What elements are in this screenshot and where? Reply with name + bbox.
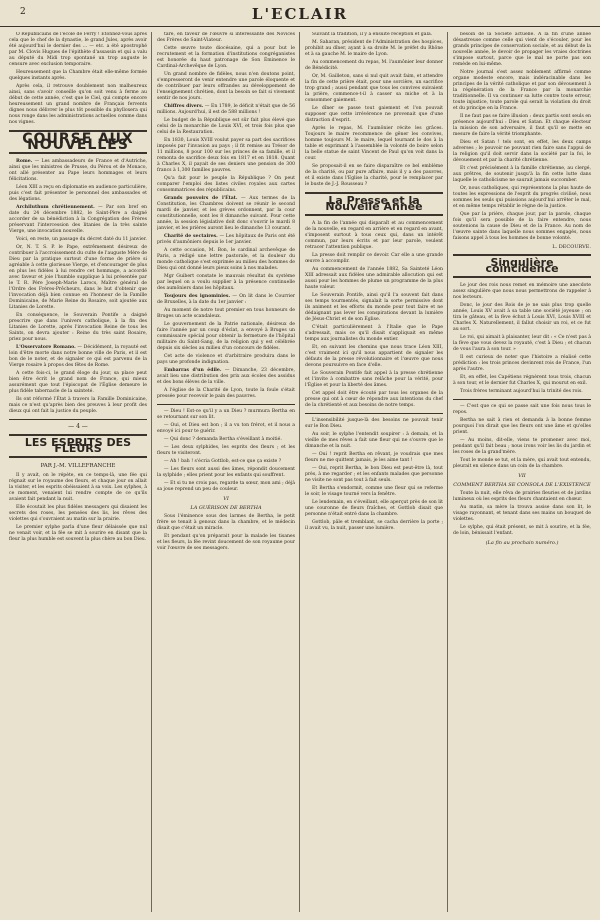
article-paragraph: Bertha ne sait à rien et demanda à la bonne femme pourquoi l'on dirait que les fleurs ont une âme et qu'elles prient. [453,418,591,435]
subhead-charite-de-sectaires: Charité de sectaires. [164,234,218,239]
article-paragraph: Ils ont réformé l'État à travers la Famille Dominicaine, mais ce n'est qu'après bien des preuves à leur profit des dieux qui ont fait la justice du peuple. [9,397,147,414]
article-paragraph: L'insensibilité jusque-là des besoins ne pouvait tenir sur le Bon Dieu. [305,418,443,429]
article-paragraph: — Dieu ! Est-ce qu'il y a un Dieu ? murmura Bertha en se retournant sur son lit. [157,409,295,420]
article-paragraph: besoin de la Société actuelle. A la fin d'une année désastreuse comme celle qui vient de s'écouler, pour les grands principes de conservation sociale, et au début de la nouvelle année, le devoir de propager les vraies doctrines s'impose surtout, parce que le mal ne porte pas son remède en lui-même. [453,32,591,67]
article-paragraph: Par son bref en date du 24 décembre 1882, le Saint-Père a daigné accorder de sa bénédiction à la Congrégation des Frères préservant l'intercession des litanies de la très sainte Vierge, une invocation nouvelle. [9,205,147,234]
section-banner-esprits-des-fleurs: LES ESPRITS DES FLEURS [9,434,147,458]
article-paragraph: Or, N. T. S. P. le Pape, extrêmement désireux de contribuer à l'accroissement du culte de l'auguste Mère de Dieu par la pratique surtout d'une forme de prière si agréable à cette glorieuse Vierge, et d'encourager de plus en plus les fidèles à lui rendre cet hommage, a accordé avec faveur et joie l'humble supplique à lui présentée par le T. R. Père Joseph-Marie Larocs, Maître général de l'Ordre des Frères-Prêcheurs, dans le but d'obtenir que l'invocation déjà bien connue en l'honneur de la Famille Dominicaine, de Marie Reine du Rosaire, soit ajoutée aux Litanies de Lorette. [9,245,147,310]
chapter-title: LA GUÉRISON DE BERTHA [190,505,262,511]
article-paragraph: Et c'est précisément à la famille chrétienne, au clergé, aux prêtres, de soutenir jusqu'à la fin cette lutte dans laquelle le catholicisme ne saurait jamais succomber. [453,166,591,183]
article-paragraph: C'était particulièrement à l'Italie que le Pape s'adressait, mais ce qu'il disait s'appliquait en même temps aux journalistes du monde entier. [305,325,443,342]
article-paragraph: — Ah ! bah ! s'écria Gottlob, est-ce que ça existe ? [164,459,282,464]
article-paragraph: Notre journal s'est assez noblement affirmé comme organe modeste encore, mais indéracinable dans les principes de la vérité catholique et par son dévouement à la régénération de la France par la monarchie traditionnelle. Il va continuer sa lutte contre toute erreur, toute injustice, toute parole qui serait la violation du droit et du principe en la France. [453,70,591,111]
continued-note: (La fin au prochain numéro.) [485,540,559,546]
article-paragraph: Le gouvernement de la Patrie nationale, désireux de faire l'année par un coup d'éclat, a envoyé à Bruges un commissaire spécial pour obtenir la fermeture de l'hôpital militaire du Saint-Sang, de la religion qui y est célébrée depuis six siècles au milieu d'un concours de fidèles. [157,322,295,351]
chapter-mark: — 4 — [68,423,88,430]
article-paragraph: Un grand nombre de fidèles, nous n'en doutons point, s'empresseront de venir entendre une parole éloquente et de contribuer par leurs offrandes au développement de l'enseignement chrétien, dont la besoin se fait si vivement sentir de nos jours. [157,72,295,101]
article-paragraph: Le lendemain, en s'éveillant, elle aperçut près de son lit une couronne de fleurs fraîches, et Gottlob disait que personne n'était entré dans la chambre. [305,500,443,517]
article-paragraph: En 1830, Louis XVIII voulut payer sa part des sacrifices imposés par l'invasion au pays ; il fit remise au Trésor de 11 millions, 8 pour 100 sur les princes de sa famille, et il remonta de sacrifice deux fois en 1817 et en 1818. Quant à Charles X, il payait de ses deniers une pension de 300 francs à 1,300 familles pauvres. [157,138,295,173]
column-1: O Républicains de l'école de Ferry ! Étonnez-vous après cela que le chef de la dynastie, le grand Jules, après avoir été aujourd'hui le dernier des ... — etc. a été apostrophé par M. Clovis Hugues de l'épithète d'assassin et qui a valu au député du Midi trop spontané un trop auguste le censure avec exclusion temporaire. Heureusement que la Chambre était elle-même formée quelques instants après. Après cela, il retrouve doublement non malheureux ainsi, sans s'avoir conseille qu'on soit venu à ferme au début de cette année, c'est que le Ciel, qui compte encore heureusement un grand nombre de Français fervents dignes nous délivrer le plus tôt possible du phylloxera qui nous ronge dans les administrations actuelles comme dans nos vignes. COURSE AUX NOUVELLES Rome. — Les ambassadeurs de France et d'Autriche, ainsi que les ministres de Prusse, du Pérou et de Monaco, ont allé présenter au Pape leurs hommages et leurs félicitations. Léon XIII a reçu en diplomatie en audience particulière, puis c'est fait présenter le personnel des ambassades et des légations. Archiluthum chrétiennement. — Par son bref en date du 24 décembre 1882, le Saint-Père a daigné accorder de sa bénédiction à la Congrégation des Frères préservant l'intercession des litanies de la très sainte Vierge, une invocation nouvelle. Voici, en reste, un passage du décret daté du 11 janvier. Or, N. T. S. P. le Pape, extrêmement désireux de contribuer à l'accroissement du culte de l'auguste Mère de Dieu par la pratique surtout d'une forme de prière si agréable à cette glorieuse Vierge, et d'encourager de plus en plus les fidèles à lui rendre cet hommage, a accordé avec faveur et joie l'humble supplique à lui présentée par le T. R. Père Joseph-Marie Larocs, Maître général de l'Ordre des Frères-Prêcheurs, dans le but d'obtenir que l'invocation déjà bien connue en l'honneur de la Famille Dominicaine, de Marie Reine du Rosaire, soit ajoutée aux Litanies de Lorette. En conséquence, le Souverain Pontife a daigné prescrire que dans l'univers catholique, à la fin des Litanies de Lorette, après l'invocation Reine de tous les Saints, on devra ajouter : Reine du très saint Rosaire, priez pour nous. L'Osservatore Romano. — Décidément, la royauté est loin d'être morte dans notre bonne ville de Paris, et il est bon de le noter, et de signaler ce qui est parvenu de la Vierge rosaire à propos des fêtes de Rome. A cette fois-ci, le grand éloge du jour, sa place peut bien être écrit le grand nom de France, qui mieux assurément que tout l'épiscopat de l'Église demeure le plus fidèle tabernacle de la sainteté. Ils ont réformé l'État à travers la Famille Dominicaine, mais ce n'est qu'après bien des preuves à leur profit des dieux qui ont fait la justice du peuple. — 4 — LES ESPRITS DES FLEURS PAR J.-M. VILLEFRANCHE Il y avait, on le répète, en ce temps-là, une fée qui régnait sur le royaume des fleurs, et chaque jour on allait la visiter, et les esprits obéissaient à sa voix. Les sylphes, à ce moment, venaient lui rendre compte de ce qu'ils avaient fait pendant la nuit. Elle écoutait les plus fidèles messagers qui disaient les secrets des roses, les pensées des lis, les rêves des violettes qui s'ouvraient au matin sur la prairie. Le premier sylphe parla d'une fleur délaissée que nul ne venait voir, et la fée se mit à sourire en disant que la fleur la plus humble est souvent la plus chère au bon Dieu. [9,32,147,542]
column-divider [447,32,448,912]
article-paragraph: Le jour des rois nous remet en mémoire une anecdote assez singulière que nous nous permettrons de rappeler à nos lecteurs. [453,283,591,300]
chapter-number: VI [223,496,229,502]
article-paragraph: Or, M. Gailleton, sans si nul quit avait faim, et attendre la fin de cette prière était, pour une sorcière, un sacrifice trop grand ; aussi pendant que tous les convives suivaient la prière, commence-t-il à casser sa miche et à la consommer gaiement. [305,74,443,103]
article-paragraph: Dimanche, 23 décembre, avait lieu une distribution des prix aux écoles des assidus et des bons élèves de la ville. [157,368,295,385]
article-paragraph: Sous l'éminence sous des larmes de Bertha, le petit frère se tenait à genoux dans la chambre, et le médecin disait que c'était un miracle. [157,514,295,531]
subhead-toujours-des-ignominies: Toujours des ignominies. [164,294,231,299]
section-banner-course-aux-nouvelles: COURSE AUX NOUVELLES [9,130,147,154]
article-paragraph: O Républicains de l'école de Ferry ! Étonnez-vous après cela que le chef de la dynastie, le grand Jules, après avoir été aujourd'hui le dernier des ... — etc. a été apostrophé par M. Clovis Hugues de l'épithète d'assassin et qui a valu au député du Midi trop spontané un trop auguste le censure avec exclusion temporaire. [9,32,147,67]
article-paragraph: Il y avait, on le répète, en ce temps-là, une fée qui régnait sur le royaume des fleurs, et chaque jour on allait la visiter, et les esprits obéissaient à sa voix. Les sylphes, à ce moment, venaient lui rendre compte de ce qu'ils avaient fait pendant la nuit. [9,473,147,502]
article-paragraph: Et, en suivant les chemins que nous trace Léon XIII, c'est vraiment ici qu'il nous appartient de signaler les défauts de la presse révolutionnaire et l'œuvre que nous devons poursuivre en face d'elle. [305,345,443,368]
column-3 [305,32,443,912]
article-paragraph: Au moment de notre tout premier en tous honneurs de Bruges un acte scandaleux. [157,308,295,319]
article-paragraph: A l'église de la Charité de Lyon, toute la foule s'était pressée pour recevoir le pain des pauvres. [157,388,295,399]
article-paragraph: Léon XIII a reçu en diplomatie en audience particulière, puis c'est fait présenter le personnel des ambassades et des légations. [9,185,147,202]
article-paragraph: — Les fleurs sont aussi des âmes, répondit doucement la sylphide ; elles prient pour les enfants qui souffrent. [157,467,295,478]
section-banner-presse: La Presse et la Nouvelle Année [305,192,443,216]
article-paragraph: Mgr Guibert constate le mauvais résultat du système par lequel on a voulu supplier à la présence continuelle des aumôniers dans les hôpitaux. [157,274,295,291]
article-paragraph: Voici, en reste, un passage du décret daté du 11 janvier. [16,237,147,242]
article-paragraph: Tout le monde se tut, et la mère, qui avait tout entendu, pleurait en silence dans un coin de la chambre. [453,458,591,469]
article-paragraph: Le sylphe, qui était présent, se mit à sourire, et la fée, de loin, bénissait l'enfant. [453,525,591,536]
article-paragraph: Qu'a fait pour le peuple la République ? On peut comparer l'emploi des listes civiles royales aux cartes consommatrices des républicains. [157,176,295,193]
article-paragraph: — Oui ! reprit Bertha en rêvant, je voudrais que mes fleurs ne me quittent jamais, je les aime tant ! [305,452,443,463]
article-paragraph: Décidément, la royauté est loin d'être morte dans notre bonne ville de Paris, et il est bon de le noter, et de signaler ce qui est parvenu de la Vierge rosaire à propos des fêtes de Rome. [9,345,147,368]
article-paragraph: Trois frères terminant aujourd'hui la trinité des rois. [460,389,583,394]
section-rule [453,399,591,400]
article-paragraph: — Oui, reprit Bertha, le bon Dieu est peut-être là, tout près, à me regarder ; et les enfants malades que personne ne visite ne sont pas tout à fait seuls. [305,466,443,483]
article-paragraph: Le premier sylphe parla d'une fleur délaissée que nul ne venait voir, et la fée se mit à sourire en disant que la fleur la plus humble est souvent la plus chère au bon Dieu. [9,525,147,542]
article-paragraph: — Au moins, dit-elle, viens te promener avec moi, pendant qu'il fait beau ; nous irons voir les lis du jardin et les roses de la grand'mère. [453,438,591,455]
byline: PAR J.-M. VILLEFRANCHE [40,463,116,469]
article-paragraph: Le Souverain Pontife fait appel à la presse chrétienne et l'invite à combattre sans relâche pour la vérité, pour l'Église et pour la liberté des âmes. [305,371,443,388]
article-paragraph: A cette occasion, M. Bon, le cardinal archevêque de Paris, a rédigé une lettre pastorale, et la douleur du monde catholique s'est exprimée au milieu des hommes de Dieu qui ont donné leurs pieux soins à nos malades. [157,248,295,271]
article-paragraph: Se proposait-il en se faire disparaître ce bel emblème de la charité, ou par pure affaire, mais il y a des pauvres, et il existe dans l'Eglise la charité, pour le remplacer par le buste de J.-J. Rousseau ? [305,164,443,187]
article-paragraph: Elle écoutait les plus fidèles messagers qui disaient les secrets des roses, les pensées des lis, les rêves des violettes qui s'ouvraient au matin sur la prairie. [9,505,147,522]
article-paragraph: Heureusement que la Chambre était elle-même formée quelques instants après. [9,70,147,81]
article-paragraph: Or, nous catholiques, qui représentons la plus haute de toutes les expressions de l'esprit du progrès civilisé, nous sommes les seuls qui puissions aujourd'hui arrêter le mal, et en même temps rétablir le règne de la justice. [453,186,591,209]
article-paragraph: Après cela, il retrouve doublement non malheureux ainsi, sans s'avoir conseille qu'on soit venu à ferme au début de cette année, c'est que le Ciel, qui compte encore heureusement un grand nombre de Français fervents dignes nous délivrer le plus tôt possible du phylloxera qui nous ronge dans les administrations actuelles comme dans nos vignes. [9,84,147,125]
masthead-title: L'ECLAIR [251,5,349,23]
column-4 [453,32,591,912]
column-2: tare, en faveur de l'œuvre si intéressante des Novices des Frères de Saint-Viateur. Cette œuvre toute diocésaine, qui a pour but le recrutement et la formation d'institutions congréganistes est honorée du haut patronage de Son Éminence le Cardinal-Archevêque de Lyon. Un grand nombre de fidèles, nous n'en doutons point, s'empresseront de venir entendre une parole éloquente et de contribuer par leurs offrandes au développement de l'enseignement chrétien, dont la besoin se fait si vivement sentir de nos jours. Chiffres divers. — En 1789, le déficit n'était que de 56 millions. Aujourd'hui, il est de 588 millions ! Le budget de la République est sûr fait plus élevé que celui de la monarchie de Louis XVI, et trois fois plus que celui de la Restauration. En 1830, Louis XVIII voulut payer sa part des sacrifices imposés par l'invasion au pays ; il fit remise au Trésor de 11 millions, 8 pour 100 sur les princes de sa famille, et il remonta de sacrifice deux fois en 1817 et en 1818. Quant à Charles X, il payait de ses deniers une pension de 300 francs à 1,300 familles pauvres. Qu'a fait pour le peuple la République ? On peut comparer l'emploi des listes civiles royales aux cartes consommatrices des républicains. Grands pouvoirs de l'État. — Aux termes de la Constitution, les Chambres doivent se réunir le second mardi de janvier, et les grèves ordonnent, par la cour constitutionnelle, sont les 8 dimanche suivant. Pour cette année, la session législative doit donc s'ouvrir le mardi 8 janvier, et les prières auront lieu le dimanche 13 courant. Charité de sectaires. — Les hôpitaux de Paris ont été privés d'aumôniers depuis le 1er janvier. A cette occasion, M. Bon, le cardinal archevêque de Paris, a rédigé une lettre pastorale, et la douleur du monde catholique s'est exprimée au milieu des hommes de Dieu qui ont donné leurs pieux soins à nos malades. Mgr Guibert constate le mauvais résultat du système par lequel on a voulu supplier à la présence continuelle des aumôniers dans les hôpitaux. Toujours des ignominies. — On lit dans le Courrier de Bruxelles, à la date du 1er janvier : Au moment de notre tout premier en tous honneurs de Bruges un acte scandaleux. Le gouvernement de la Patrie nationale, désireux de faire l'année par un coup d'éclat, a envoyé à Bruges un commissaire spécial pour obtenir la fermeture de l'hôpital militaire du Saint-Sang, de la religion qui y est célébrée depuis six siècles au milieu d'un concours de fidèles. Cet acte de violence et d'arbitraire produira dans le pays une profonde indignation. Embarras d'un édile. — Dimanche, 23 décembre, avait lieu une distribution des prix aux écoles des assidus et des bons élèves de la ville. A l'église de la Charité de Lyon, toute la foule s'était pressée pour recevoir le pain des pauvres. — Dieu ! Est-ce qu'il y a un Dieu ? murmura Bertha en se retournant sur son lit. — Oui, et Dieu est bon ; il a vu ton frérot, et il nous a envoyé ici pour te guérir. — Qui donc ? demanda Bertha s'éveillant à moitié. — Les deux sylphides, les esprits des fleurs ; et les fleurs te visiteront. — Ah ! bah ! s'écria Gottlob, est-ce que ça existe ? — Les fleurs sont aussi des âmes, répondit doucement la sylphide ; elles prient pour les enfants qui souffrent. — Et si tu ne crois pas, regarde ta sœur, mon ami ; déjà sa joue reprend un peu de couleur. VI LA GUÉRISON DE BERTHA Sous l'éminence sous des larmes de Bertha, le petit frère se tenait à genoux dans la chambre, et le médecin disait que c'était un miracle. Et pendant qu'on préparait pour la malade les tisanes et les fleurs, la fée revint doucement de son royaume pour voir l'œuvre de ses messagers. [157,32,295,551]
article-paragraph: Le Souverain Pontife, ainsi qu'il l'a souvent fait dans ses temps tourmentés, signalait la sorte permissive dont ils animent et les efforts du monde pour tout faire et ne dédaignant pas lever les conspirations devant la lumière de Jésus-Christ et de son Église. [305,293,443,322]
page-header [0,0,600,27]
article-paragraph: Cet acte de violence et d'arbitraire produira dans le pays une profonde indignation. [157,354,295,365]
article-paragraph: Cette œuvre toute diocésaine, qui a pour but le recrutement et la formation d'institutions congréganistes est honorée du haut patronage de Son Éminence le Cardinal-Archevêque de Lyon. [157,46,295,69]
article-paragraph: Et, en effet, les Capétiens régnèrent tous trois, chacun à son tour, et le dernier fut Charles X, qui mourut en exil. [453,375,591,386]
article-paragraph: Au matin, sa mère la trouva assise dans son lit, le visage rayonnant, et tenant dans ses mains un bouquet de violettes. [453,505,591,522]
article-paragraph: Au soir, le sylphe l'entendit soupirer : à demain, et la vieille de mes rêves a fait une fleur qui ne s'ouvre que le dimanche et la nuit. [305,432,443,449]
article-paragraph: Gottlob, pâle et tremblant, se cacha derrière la porte ; il avait vu, la nuit, passer une lumière. [305,520,443,531]
article-paragraph: A cette fois-ci, le grand éloge du jour, sa place peut bien être écrit le grand nom de France, qui mieux assurément que tout l'épiscopat de l'Église demeure le plus fidèle tabernacle de la sainteté. [9,371,147,394]
section-rule [305,413,443,414]
article-paragraph: Suivant la tradition, il y a ensuite réception et gala. [312,32,433,37]
article-paragraph: Il ne faut pas se faire illusion : deux partis sont seuls en présence aujourd'hui : Dieu et Satan. Et chaque électeur la mission de son adversaire, il faut qu'il se mette en mesure de faire la vérité triomphante. [453,114,591,137]
article-paragraph: A la fin de l'année qui disparaît et au commencement de la nouvelle, en regard en arrière et en regard en avant, s'imposent surtout à tous ceux qui, dans un intérêt commun, par leurs écrits et par leur parole, veulent retracer l'attention publique. [305,221,443,250]
article-paragraph: Le dîner se passe tout gaiement et l'on pouvait supposer que cette irrévérence ne provenait que d'une distraction d'esprit. [305,106,443,123]
author-signature: L. DECOURVE. [552,244,591,250]
section-banner-singuliere-coincidence: Singulière coïncidence [453,254,591,278]
article-paragraph: — Qui donc ? demanda Bertha s'éveillant à moitié. [164,437,282,442]
article-paragraph: Et pendant qu'on préparait pour la malade les tisanes et les fleurs, la fée revint doucement de son royaume pour voir l'œuvre de ses messagers. [157,534,295,551]
chapter-number: VII [518,473,526,479]
article-paragraph: En conséquence, le Souverain Pontife a daigné prescrire que dans l'univers catholique, à la fin des Litanies de Lorette, après l'invocation Reine de tous les Saints, on devra ajouter : Reine du très saint Rosaire, priez pour nous. [9,313,147,342]
article-paragraph: Aux termes de la Constitution, les Chambres doivent se réunir le second mardi de janvier, et les grèves ordonnent, par la cour constitutionnelle, sont les 8 dimanche suivant. Pour cette année, la session législative doit donc s'ouvrir le mardi 8 janvier, et les prières auront lieu le dimanche 13 courant. [157,196,295,231]
article-paragraph: — Et si tu ne crois pas, regarde ta sœur, mon ami ; déjà sa joue reprend un peu de couleur. [157,481,295,492]
article-paragraph: La presse doit remplir ce devoir. Car elle a une grande œuvre à accomplir. [305,253,443,264]
section-rule [157,404,295,405]
article-paragraph: Le budget de la République est sûr fait plus élevé que celui de la monarchie de Louis XVI, et trois fois plus que celui de la Restauration. [157,118,295,135]
article-paragraph: — C'est que ce qui se passe sait une fois nous tous le repos. [453,404,591,415]
section-rule [9,419,147,420]
column-divider [151,32,152,912]
article-paragraph: Les ambassadeurs de France et d'Autriche, ainsi que les ministres de Prusse, du Pérou et de Monaco, ont allé présenter au Pape leurs hommages et leurs félicitations. [9,159,147,182]
column-divider [299,32,300,912]
page-number: 2 [20,7,26,17]
article-paragraph: Après le repas, M. l'aumônier récite les grâces. Toujours le maire recommence de gêner les convives, homme toujours M. le maire, lequel tournant le dos à la table et exprimant à l'assemblée la volonté de boire selon la belle statue de saint Vincent de Paul qu'on voit dans la cour. [305,126,443,161]
article-paragraph: Au commencement du repas, M. l'aumônier leur donner de Bénédicité. [305,60,443,71]
article-paragraph: Il est curieux de noter que l'histoire a réalisé cette prédiction : les trois princes devinrent rois de France, l'un après l'autre. [453,355,591,372]
subhead-osservatore: L'Osservatore Romano. [16,345,76,350]
article-paragraph: On lit dans le Courrier de Bruxelles, à la date du 1er janvier : [157,294,295,305]
article-paragraph: Cet appel doit être écouté par tous les organes de la presse qui ont à cœur de répondre aux intentions du chef de la chrétienté et aux besoins de notre temps. [305,391,443,408]
subhead-embarras-d-un-edile: Embarras d'un édile. [164,368,222,373]
article-paragraph: Que par la prière, chaque jour, par la parole, chaque fois qu'il sera possible de la faire entendre, nous soutenions la cause de Dieu et de la France. Au nom de l'œuvre sainte dans laquelle nous sommes engagés, nous faisons appel à tous les hommes de bonne volonté. [453,212,591,241]
article-paragraph: Dieu et Satan ! tels sont, en effet, les deux camps adverses ; le pouvoir ne pouvant rien faire sans l'appui de la religion qu'il doit servir dans la société par la foi, le dévouement et par la charité chrétienne. [453,140,591,163]
subhead-archiluthum: Archiluthum chrétiennement. [16,205,95,210]
article-paragraph: — Les deux sylphides, les esprits des fleurs ; et les fleurs te visiteront. [157,445,295,456]
article-paragraph: Le roi, qui aimait à plaisanter, leur dit : « Ce n'est pas à la fève que vous devez la royauté, c'est à Dieu ; et chacun de vous l'aura à son tour. » [453,335,591,352]
article-paragraph: — Oui, et Dieu est bon ; il a vu ton frérot, et il nous a envoyé ici pour te guérir. [157,423,295,434]
chapter-title: COMMENT BERTHA SE CONSOLA DE L'EXISTENCE [453,482,591,488]
article-paragraph: Et Bertha s'endormit, comme une fleur qui se referme le soir, le visage tourné vers la fenêtre. [305,486,443,497]
article-paragraph: M. Saharan, président de l'Administration des hospices, prohibit au dîner, ayant à sa droite M. le préfet du Rhône et à sa gauche M. le maire de Lyon. [305,40,443,57]
subhead-grands-pouvoirs: Grands pouvoirs de l'État. [164,196,238,201]
subhead-rome: Rome. [16,159,33,164]
subhead-chiffres-divers: Chiffres divers. [164,104,204,109]
article-paragraph: En 1789, le déficit n'était que de 56 millions. Aujourd'hui, il est de 588 millions ! [157,104,295,115]
article-paragraph: Toute la nuit, elle rêva de prairies fleuries et de jardins lumineux où les esprits des fleurs chantaient en chœur. [453,491,591,502]
article-paragraph: Les hôpitaux de Paris ont été privés d'aumôniers depuis le 1er janvier. [157,234,295,245]
article-paragraph: Au commencement de l'année 1882, Sa Sainteté Léon XIII adressait aux fidèles une admirable allocution qui est aussi pour les hommes de plume un programme de la plus haute valeur. [305,267,443,290]
article-paragraph: Donc, le jour des Rois de je ne sais plus trop quelle année, Louis XV avait à sa table une société joyeuse ; on tira le gâteau, et la fève échut à Louis XVI, Louis XVIII et Charles X. Naturellement, il fallut choisir un roi, et ce fut au sort. [453,303,591,332]
article-paragraph: tare, en faveur de l'œuvre si intéressante des Novices des Frères de Saint-Viateur. [157,32,295,43]
